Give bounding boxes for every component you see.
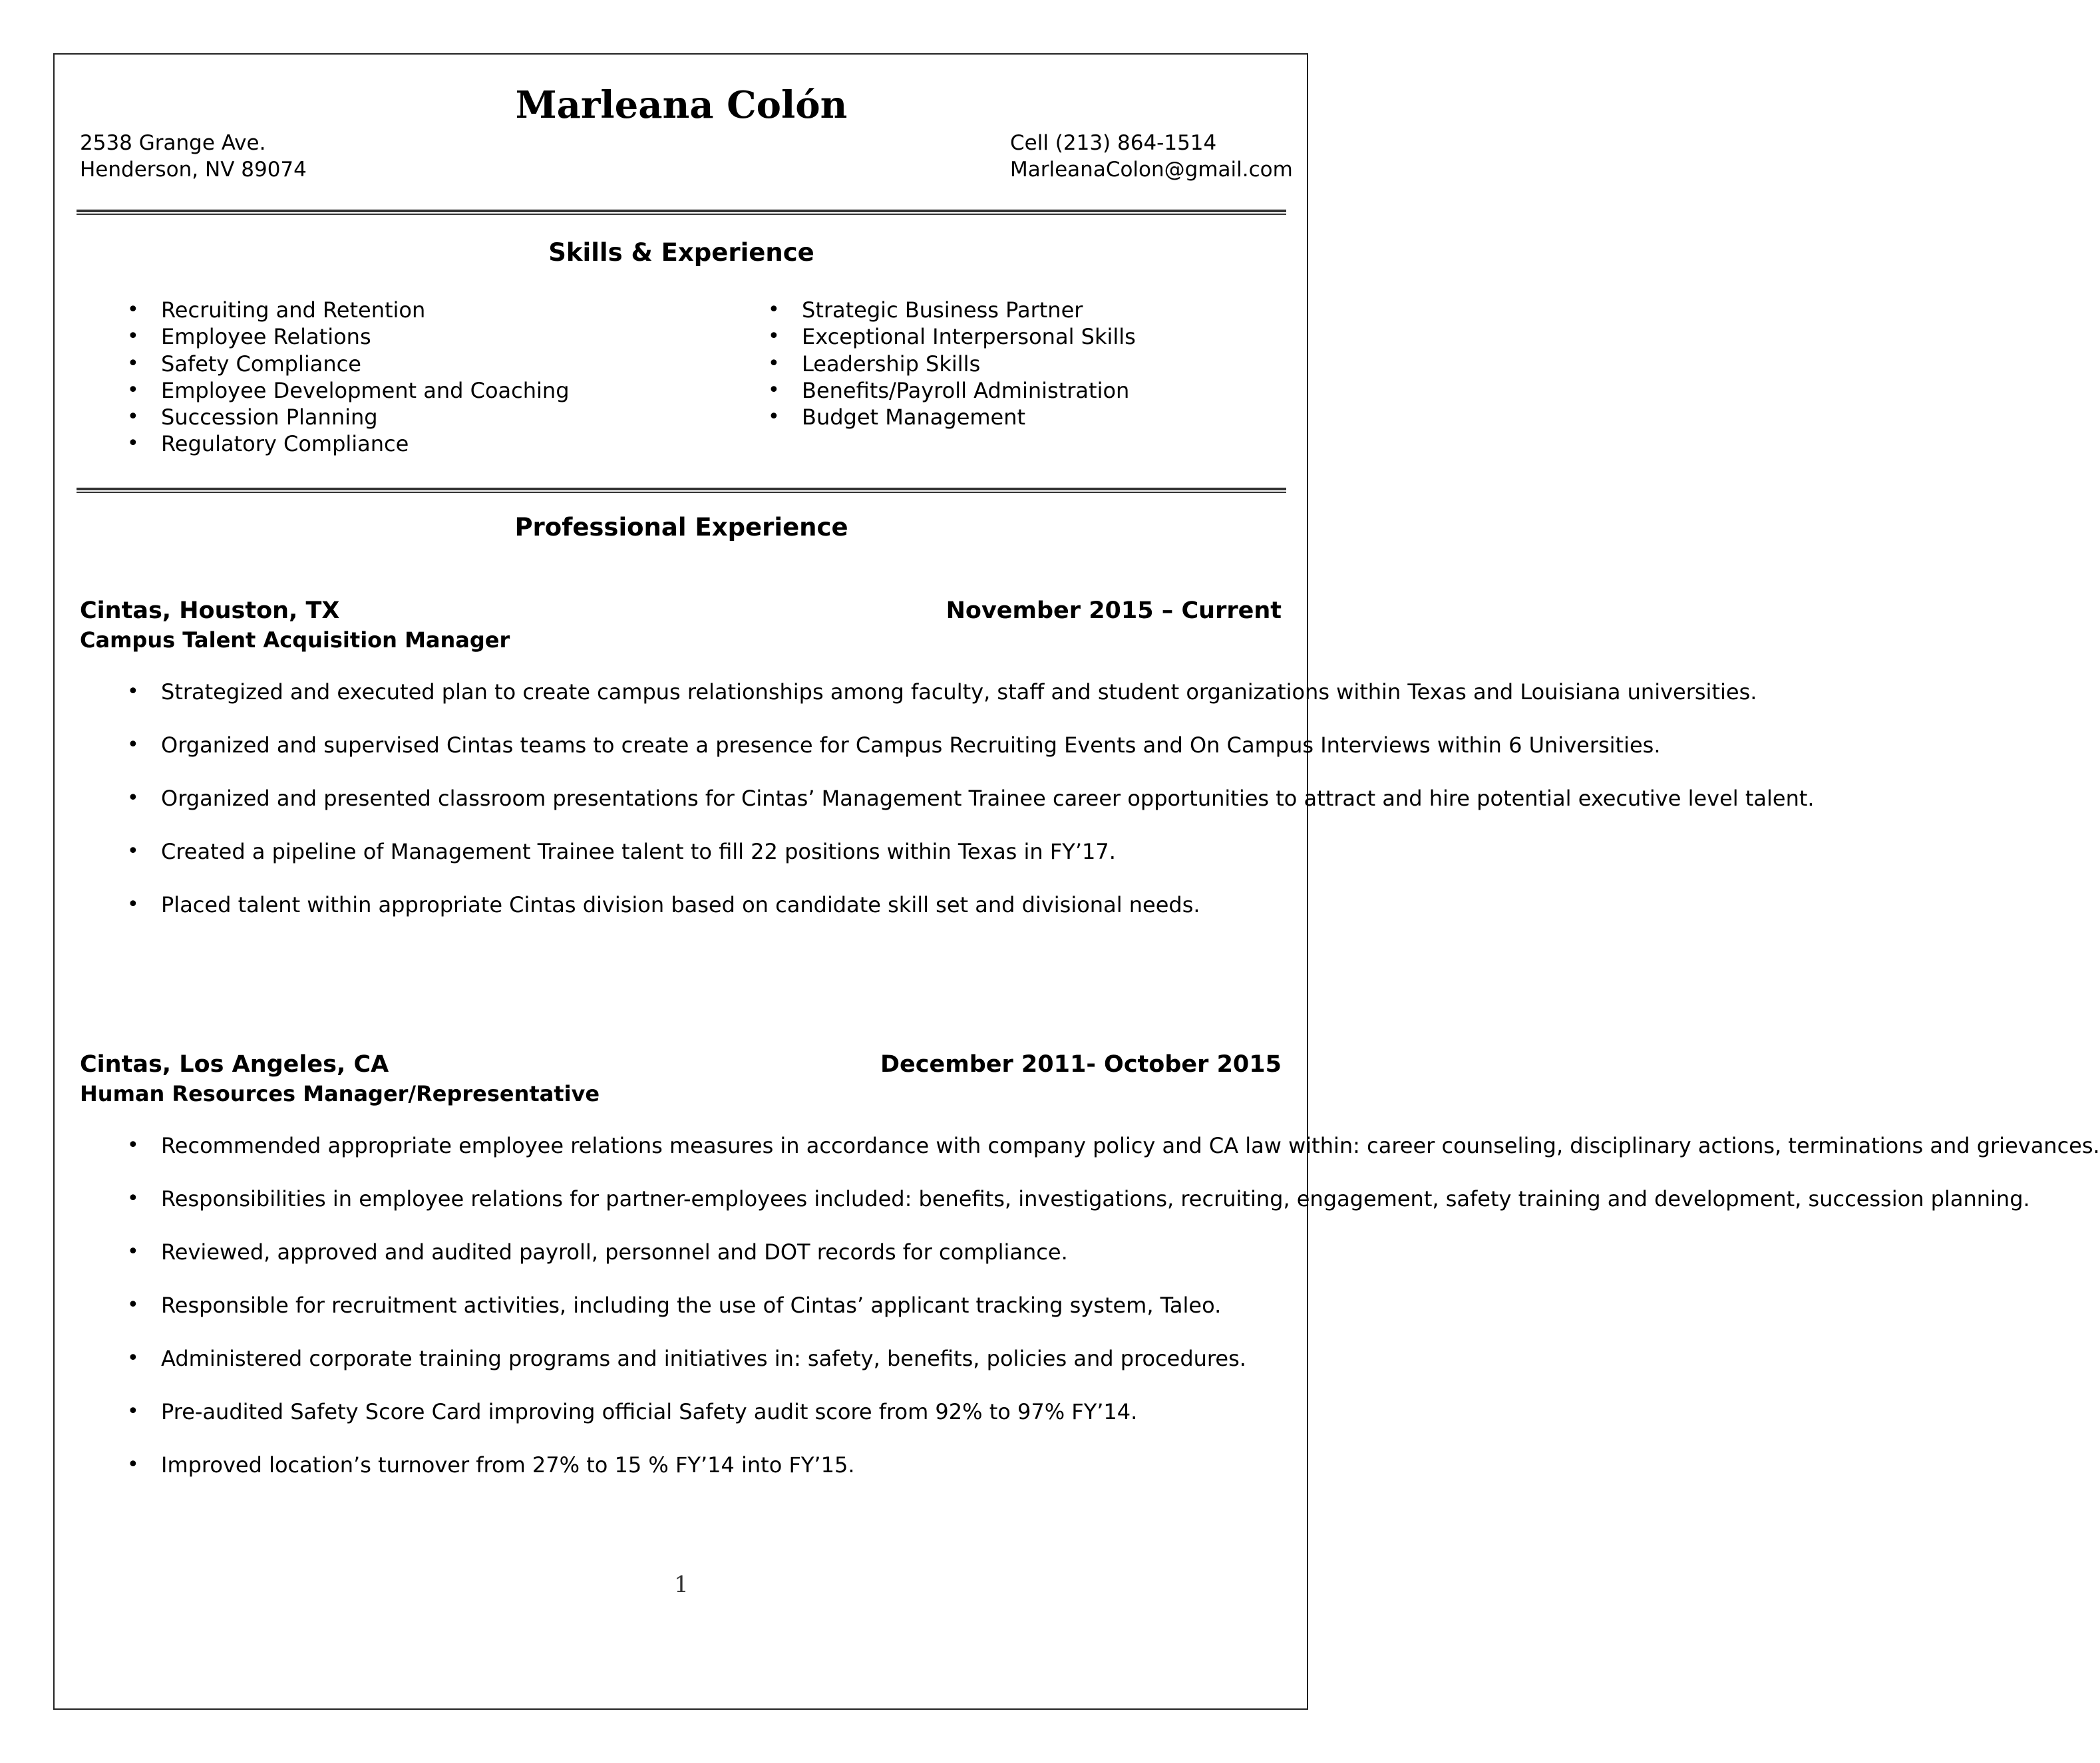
bullet-icon: • [127, 1293, 139, 1317]
bullet-icon: • [127, 378, 139, 402]
duty-item: • Created a pipeline of Management Trainee talent to fill 22 positions within Texas in FY’17. [127, 839, 1116, 864]
bullet-icon: • [768, 298, 780, 321]
bullet-icon: • [768, 325, 780, 349]
bullet-icon: • [127, 298, 139, 321]
bullet-icon: • [768, 405, 780, 429]
skills-section-title: Skills & Experience [548, 238, 814, 267]
bullet-icon: • [127, 893, 139, 916]
skill-item: • Employee Development and Coaching [127, 377, 570, 403]
skill-item: • Employee Relations [127, 324, 371, 350]
skills-list-right [722, 297, 1136, 430]
skill-item: • Budget Management [768, 404, 1026, 430]
page-number: 1 [674, 1571, 689, 1598]
bullet-icon: • [127, 351, 139, 375]
header-divider [77, 210, 1286, 215]
duty-item: • Placed talent within appropriate Cintas division based on candidate skill set and divisional needs. [127, 892, 1200, 917]
phone-number: Cell (213) 864-1514 [1010, 131, 1217, 155]
skill-item: • Strategic Business Partner [768, 297, 1083, 323]
duty-item: • Responsible for recruitment activities, including the use of Cintas’ applicant tracking system, Taleo. [127, 1293, 1222, 1318]
duty-item: • Administered corporate training programs and initiatives in: safety, benefits, policies and procedures. [127, 1346, 1246, 1371]
skill-item: • Recruiting and Retention [127, 297, 426, 323]
email-address[interactable]: MarleanaColon@gmail.com [1010, 158, 1293, 182]
bullet-icon: • [127, 325, 139, 349]
skill-item: • Benefits/Payroll Administration [768, 377, 1130, 403]
bullet-icon: • [127, 405, 139, 429]
address-block [80, 130, 307, 183]
bullet-icon: • [127, 786, 139, 810]
bullet-icon: • [127, 432, 139, 456]
skill-item: • Safety Compliance [127, 351, 361, 377]
bullet-icon: • [768, 351, 780, 375]
job-duties-list [81, 1132, 2100, 1505]
bullet-icon: • [768, 378, 780, 402]
job-title: Campus Talent Acquisition Manager [80, 627, 510, 653]
bullet-icon: • [127, 1453, 139, 1476]
skill-item: • Regulatory Compliance [127, 431, 409, 457]
job-dates: November 2015 – Current [946, 597, 1282, 624]
job-company: Cintas, Los Angeles, CA [80, 1051, 389, 1078]
duty-item: • Strategized and executed plan to create campus relationships among faculty, staff and student organizations within Texas and Louisiana universities. [127, 679, 1757, 705]
bullet-icon: • [127, 1187, 139, 1210]
job-duties-list [81, 679, 1815, 945]
experience-section-title: Professional Experience [514, 513, 848, 542]
bullet-icon: • [127, 733, 139, 756]
skill-item: • Succession Planning [127, 404, 378, 430]
duty-item: • Reviewed, approved and audited payroll, personnel and DOT records for compliance. [127, 1239, 1068, 1265]
skills-divider [77, 488, 1286, 493]
duty-item: • Recommended appropriate employee relations measures in accordance with company policy and CA law within: career counseling, disciplinary actions, terminations and grievances. [127, 1133, 2100, 1158]
duty-item: • Pre-audited Safety Score Card improving official Safety audit score from 92% to 97% FY’14. [127, 1399, 1138, 1424]
address-line-1: 2538 Grange Ave. [80, 131, 266, 155]
contact-block [1010, 130, 1293, 183]
candidate-name: Marleana Colón [515, 83, 848, 127]
bullet-icon: • [127, 1347, 139, 1370]
duty-item: • Organized and presented classroom presentations for Cintas’ Management Trainee career opportunities to attract and hire potential executive level talent. [127, 786, 1815, 811]
skills-list-left [81, 297, 570, 458]
bullet-icon: • [127, 1134, 139, 1157]
bullet-icon: • [127, 1400, 139, 1423]
bullet-icon: • [127, 1240, 139, 1263]
bullet-icon: • [127, 840, 139, 863]
job-company: Cintas, Houston, TX [80, 597, 340, 624]
duty-item: • Organized and supervised Cintas teams to create a presence for Campus Recruiting Events and On Campus Interviews within 6 Universities. [127, 732, 1661, 758]
duty-item: • Responsibilities in employee relations for partner-employees included: benefits, investigations, recruiting, engagement, safety training and development, succession planning. [127, 1186, 2030, 1211]
job-dates: December 2011- October 2015 [880, 1051, 1282, 1078]
skill-item: • Leadership Skills [768, 351, 981, 377]
skill-item: • Exceptional Interpersonal Skills [768, 324, 1136, 350]
job-title: Human Resources Manager/Representative [80, 1081, 600, 1106]
address-line-2: Henderson, NV 89074 [80, 158, 307, 182]
duty-item: • Improved location’s turnover from 27% to 15 % FY’14 into FY’15. [127, 1452, 855, 1478]
bullet-icon: • [127, 680, 139, 703]
